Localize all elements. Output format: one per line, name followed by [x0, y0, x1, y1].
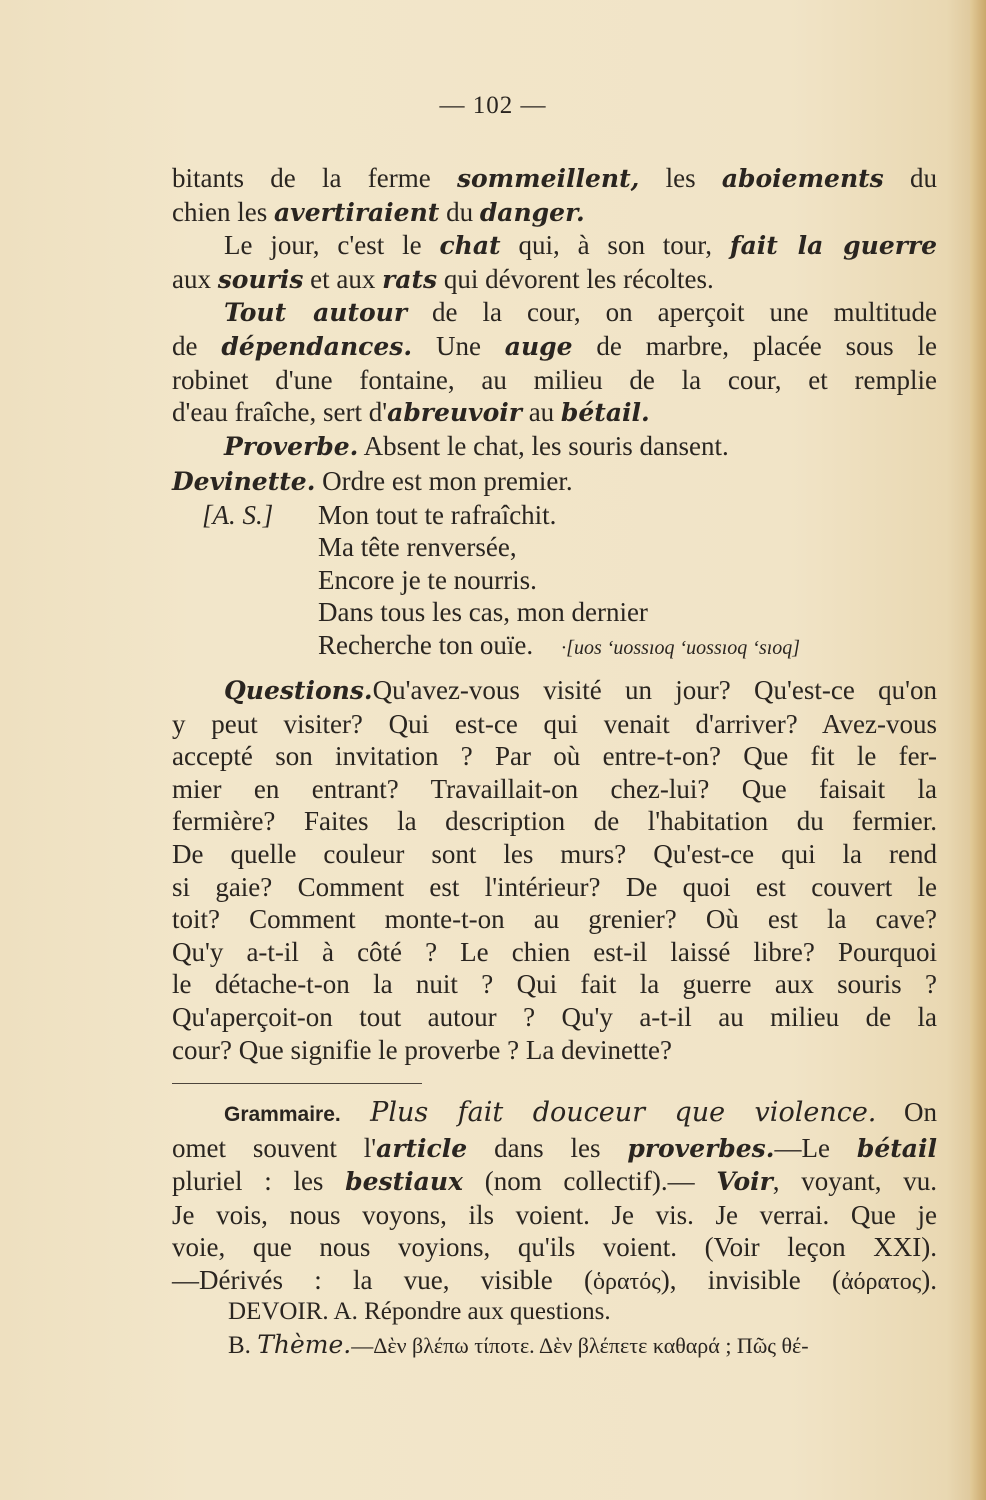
devoir-line-b: B. Thème.—Δὲν βλέπω τίποτε. Δὲν βλέπετε καθαρά ; Πῶς θέ- [228, 1329, 809, 1359]
text-line: chien les avertiraient du danger. [172, 196, 585, 227]
grammar-line: —Dérivés : la vue, visible (ὁρατός), invisible (ἀόρατος). [172, 1264, 937, 1295]
text-line: robinet d'une fontaine, au milieu de la cour, et remplie [172, 364, 937, 395]
question-line: le détache-t-on la nuit ? Qui fait la guerre aux souris ? [172, 969, 937, 1000]
devoir-line-a: DEVOIR. A. Répondre aux questions. [228, 1298, 611, 1325]
grammar [172, 1096, 937, 1299]
question-line: Qu'aperçoit-on tout autour ? Qu'y a-t-il au milieu de la [172, 1001, 937, 1032]
riddle [172, 465, 937, 665]
question-line: mier en entrant? Travaillait-on chez-lui? Que faisait la [172, 773, 937, 804]
question-line: si gaie? Comment est l'intérieur? De quoi est couvert le [172, 871, 937, 902]
riddle-row: [A. S.] Mon tout te rafraîchit. [172, 499, 937, 532]
text-line: Tout autour de la cour, on aperçoit une multitude [224, 297, 937, 328]
text-line: bitants de la ferme sommeillent, les aboiements du [172, 163, 938, 193]
text-line: aux souris et aux rats qui dévorent les récoltes. [172, 263, 714, 294]
grammar-line: Grammaire. Plus fait douceur que violence. On [224, 1097, 938, 1128]
riddle-line: Encore je te nourris. [318, 564, 537, 595]
question-line: y peut visiter? Qui est-ce qui venait d'arriver? Avez-vous [172, 708, 937, 739]
section-divider [172, 1083, 422, 1084]
reading-passage [172, 162, 937, 463]
question-line: De quelle couleur sont les murs? Qu'est-ce qui la rend [172, 838, 937, 869]
page-number: — 102 — [439, 92, 547, 119]
grammar-line: Je vois, nous voyons, ils voient. Je vis. Je verrai. Que je [172, 1199, 937, 1230]
grammar-line: pluriel : les bestiaux (nom collectif).— Voir, voyant, vu. [172, 1166, 937, 1197]
grammar-line: omet souvent l'article dans les proverbes.—Le bétail [172, 1132, 937, 1163]
question-line: toit? Comment monte-t-on au grenier? Où est la cave? [172, 904, 937, 935]
question-line: cour? Que signifie le proverbe ? La devinette? [172, 1034, 673, 1065]
proverb-line: Proverbe. Absent le chat, les souris dansent. [224, 430, 729, 461]
riddle-answer-inverted: ·[uos ʻuossıoq ʻuossıoq ʻsıoq] [561, 636, 801, 659]
riddle-line: Dans tous les cas, mon dernier [318, 597, 648, 628]
question-line: Qu'y a-t-il à côté ? Le chien est-il laissé libre? Pourquoi [172, 936, 937, 967]
riddle-line: Ma tête renversée, [318, 532, 517, 563]
riddle-line: Recherche ton ouïe. ·[uos ʻuossıoq ʻuossıoq ʻsıoq] [318, 629, 801, 660]
riddle-first-line: Devinette. Ordre est mon premier. [172, 466, 573, 496]
questions [172, 674, 937, 1066]
question-line: accepté son invitation ? Par où entre-t-on? Que fit le fer- [172, 741, 937, 772]
riddle-author: [A. S.] [202, 499, 274, 530]
text-line: de dépendances. Une auge de marbre, placée sous le [172, 330, 938, 361]
question-line: fermière? Faites la description de l'habitation du fermier. [172, 806, 937, 837]
question-line: Questions.Qu'avez-vous visité un jour? Qu'est-ce qu'on [224, 675, 937, 705]
page-edge [970, 0, 986, 1500]
text-line: d'eau fraîche, sert d'abreuvoir au bétail. [172, 397, 650, 428]
devoir [228, 1296, 928, 1362]
text-line: Le jour, c'est le chat qui, à son tour, fait la guerre [224, 230, 937, 261]
grammar-line: voie, que nous voyions, qu'ils voient. (Voir leçon XXI). [172, 1232, 937, 1263]
